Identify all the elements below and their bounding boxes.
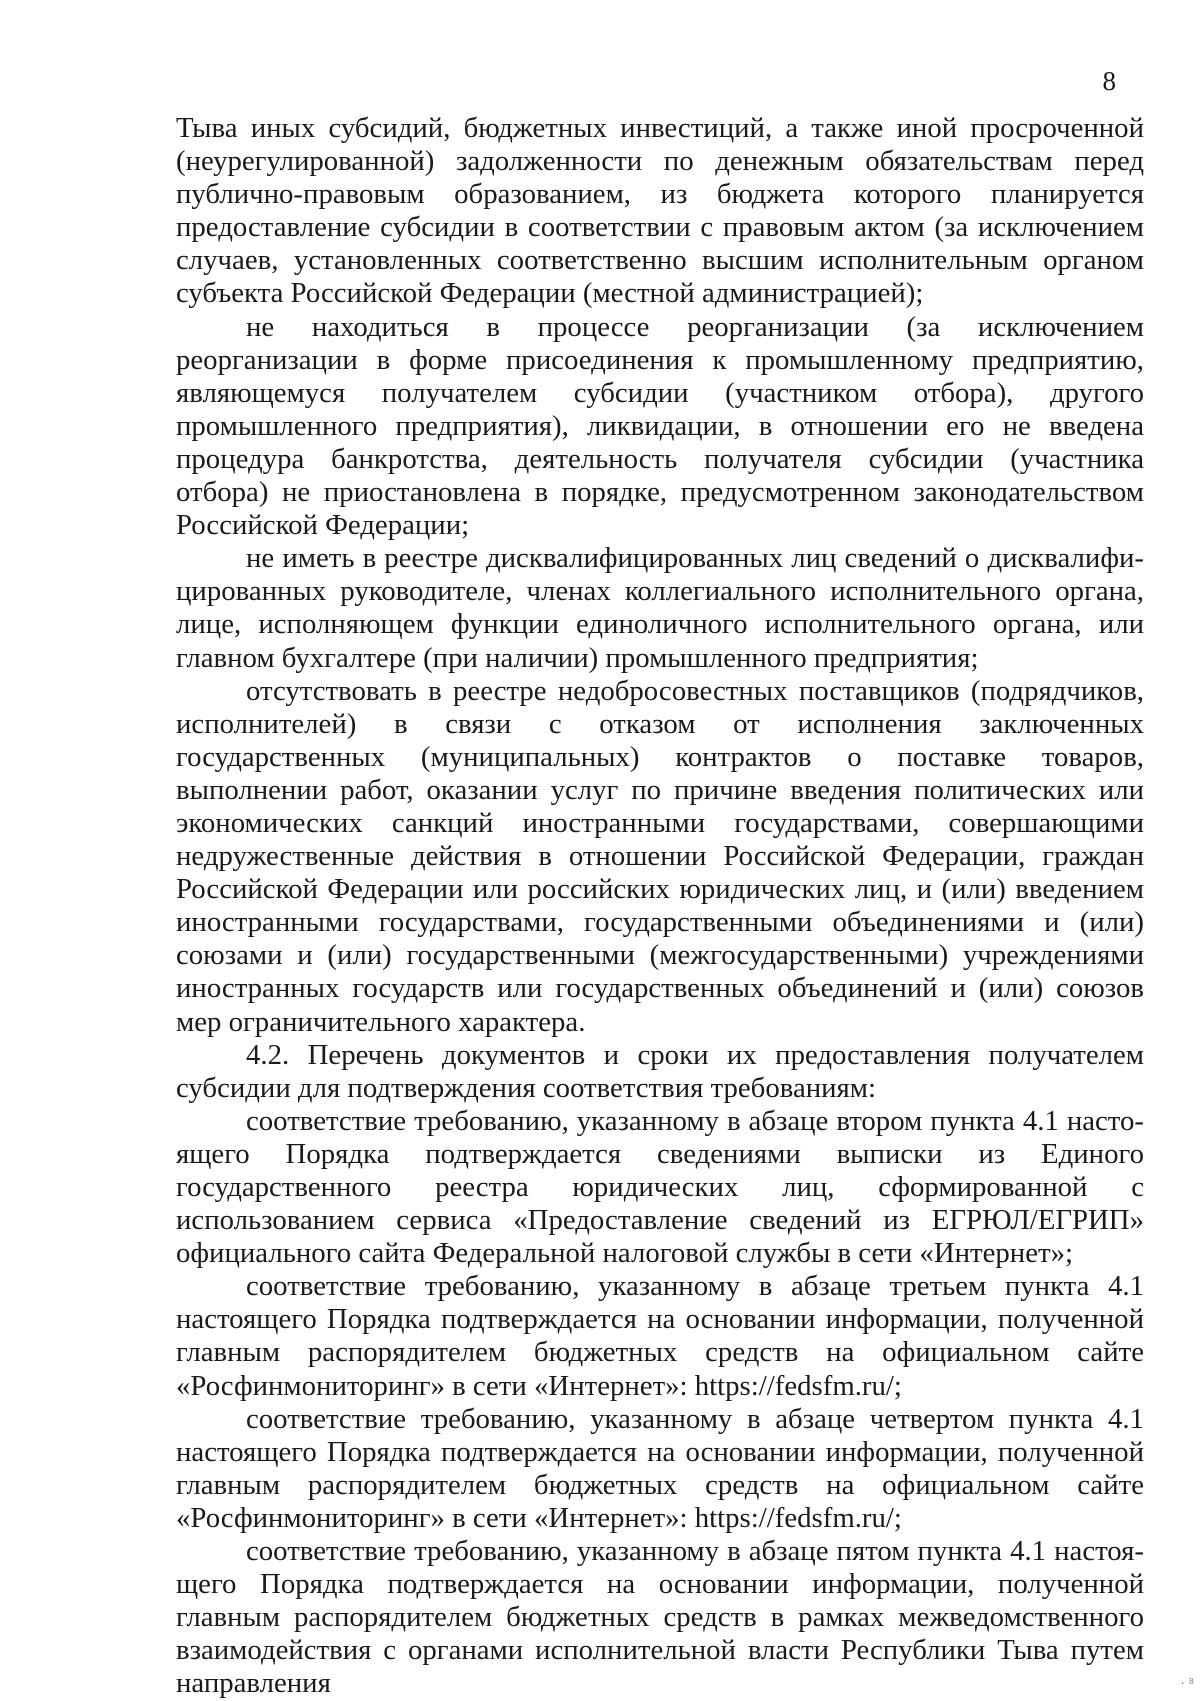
page-number: 8 (1102, 66, 1116, 96)
corner-mark: · ⁸ (1180, 1676, 1194, 1692)
paragraph-requirement-fourth: соответствие требованию, указанному в абзаце четвертом пункта 4.1 настоящего Порядка подтверждается на основании информации, полученной главным распорядителем бюджетных средств на официальном сайте «Росфинмониторинг» в сети «Интернет»: https://fedsfm.ru/; (176, 1402, 1144, 1534)
paragraph-requirement-third: соответствие требованию, указанному в абзаце третьем пункта 4.1 настоящего Порядка подтверждается на основании информации, полученной главным распорядителем бюджетных средств на официальном сайте «Росфинмониторинг» в сети «Интернет»: https://fedsfm.ru/; (176, 1270, 1144, 1402)
paragraph-section-4-2: 4.2. Перечень документов и сроки их предоставления получателем субсидии для подтверждения соответствия требованиям: (176, 1038, 1144, 1104)
paragraph-requirement-fifth: соответствие требованию, указанному в абзаце пятом пункта 4.1 настоящего Порядка подтверждается на основании информации, полученной главным распорядителем бюджетных средств в рамках межведомственного взаимодействия с органами исполнительной власти Республики Тыва путем направления (176, 1535, 1144, 1700)
paragraph-continuation: Тыва иных субсидий, бюджетных инвестиций, а также иной просроченной (неурегулированной) задолженности по денежным обязательствам перед публично-правовым образованием, из бюджета которого планируется предоставление субсидии в соответствии с правовым актом (за исключением случаев, установленных соответственно высшим исполнительным органом субъекта Российской Федерации (местной администрацией); (176, 112, 1144, 310)
paragraph-unscrupulous-suppliers: отсутствовать в реестре недобросовестных поставщиков (подрядчиков, исполнителей) в связи с отказом от исполнения заключенных государственных (муниципальных) контрактов о поставке товаров, выполнении работ, оказании услуг по причине введения политических или экономических санкций иностранными государствами, совершающими недружественные действия в отношении Российской Федерации, граждан Российской Федерации или российских юридических лиц, и (или) введением иностранными государствами, государственными объединениями и (или) союзами и (или) государственными (межгосударственными) учреждениями иностранных государств или государственных объединений и (или) союзов мер ограничительного характера. (176, 674, 1144, 1038)
paragraph-requirement-second: соответствие требованию, указанному в абзаце втором пункта 4.1 настоящего Порядка подтверждается сведениями выписки из Единого государственного реестра юридических лиц, сформированной с использованием сервиса «Предоставление сведений из ЕГРЮЛ/ЕГРИП» официального сайта Федеральной налоговой службы в сети «Интернет»; (176, 1104, 1144, 1270)
paragraph-disqualified-registry: не иметь в реестре дисквалифицированных лиц сведений о дисквалифицированных руководителе, членах коллегиального исполнительного органа, лице, исполняющем функции единоличного исполнительного органа, или главном бухгалтере (при наличии) промышленного предприятия; (176, 542, 1144, 674)
document-body (176, 112, 1144, 1701)
paragraph-reorganization: не находиться в процессе реорганизации (за исключением реорганизации в форме присоединения к промышленному предприятию, являющемуся получателем субсидии (участником отбора), другого промышленного предприятия), ликвидации, в отношении его не введена процедура банкротства, деятельность получателя субсидии (участника отбора) не приостановлена в порядке, предусмотренном законодательством Российской Федерации; (176, 310, 1144, 542)
